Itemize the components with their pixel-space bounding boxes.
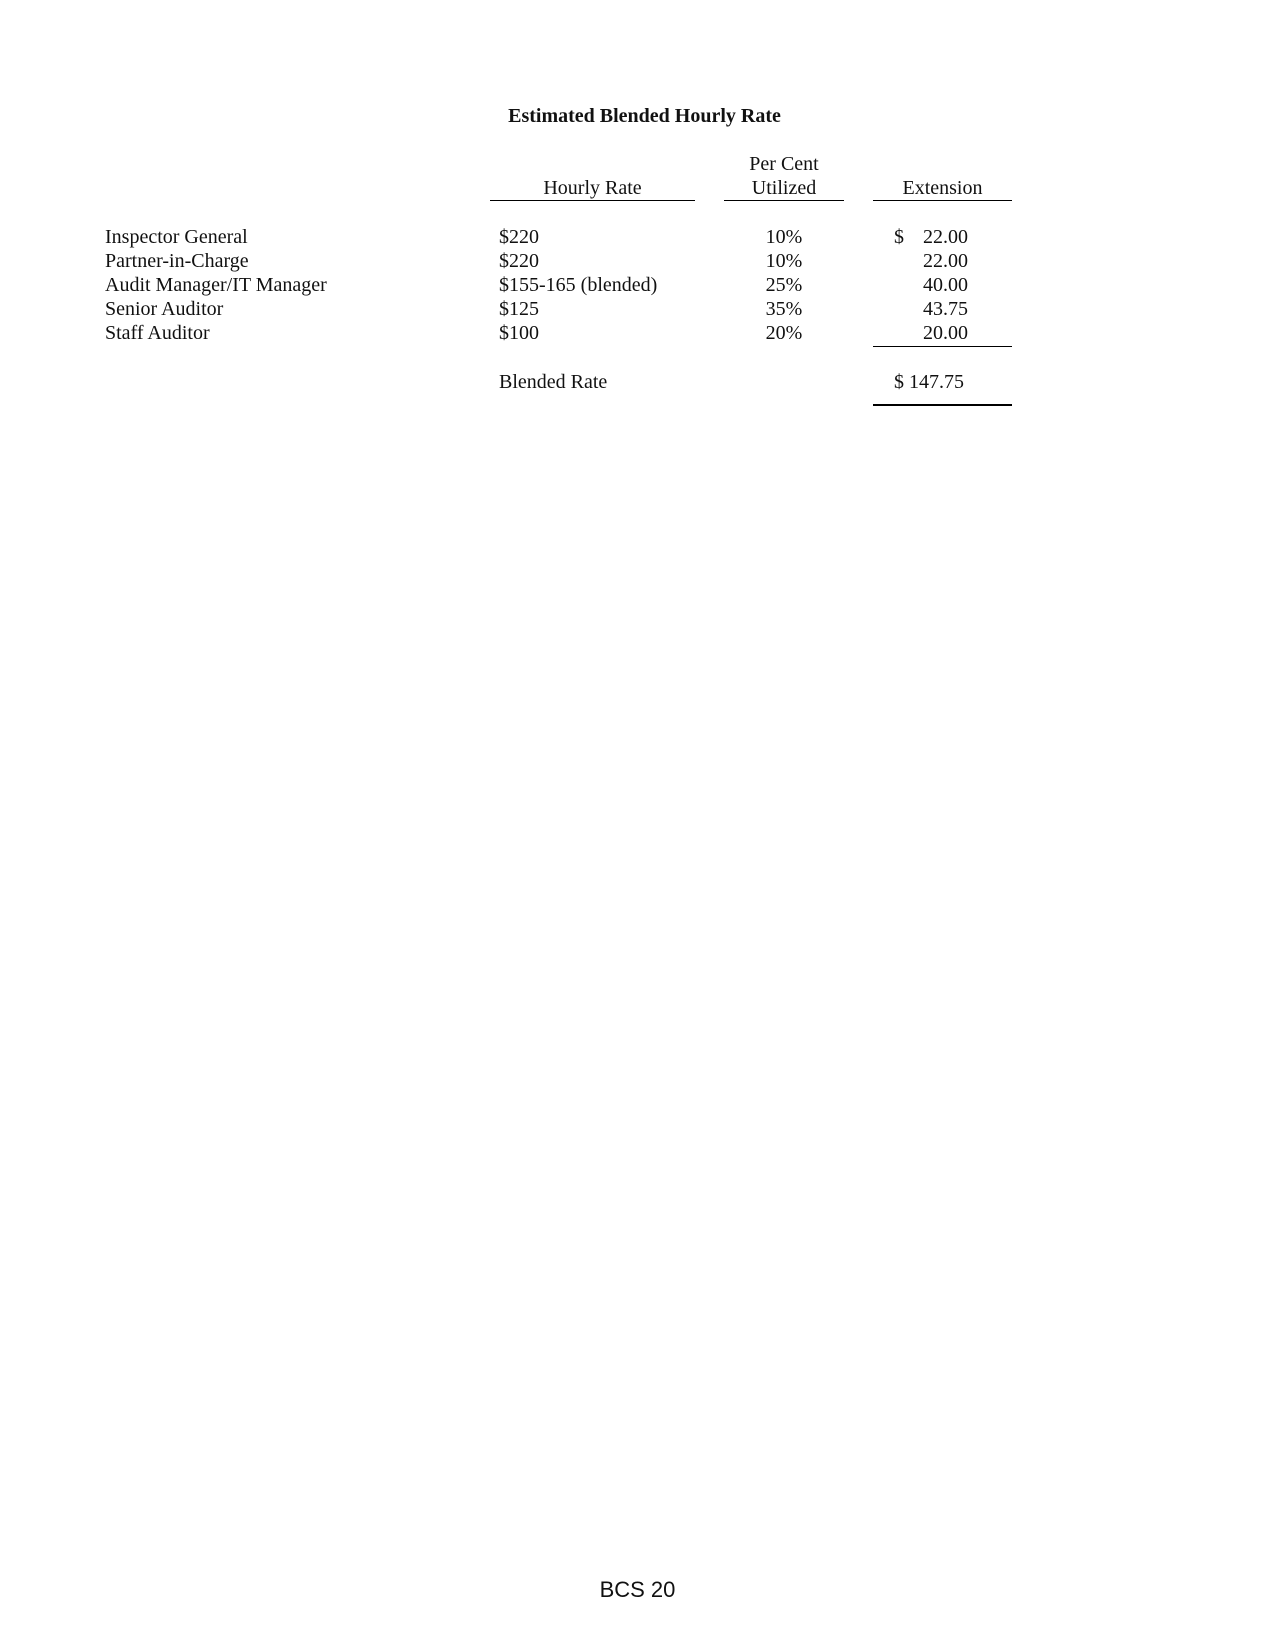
hourly-rate: $100: [499, 322, 539, 344]
table-row: [0, 249, 1275, 273]
position-name: Inspector General: [105, 226, 248, 248]
position-name: Audit Manager/IT Manager: [105, 274, 327, 296]
currency-symbol: $: [894, 226, 904, 248]
position-name: Senior Auditor: [105, 298, 224, 320]
total-value: $ 147.75: [894, 371, 964, 393]
page-footer: BCS 20: [599, 1577, 676, 1602]
percent-utilized: 20%: [765, 322, 803, 344]
table-row: [0, 225, 1275, 249]
hourly-rate: $220: [499, 250, 539, 272]
percent-utilized: 35%: [765, 298, 803, 320]
extension-value: 22.00: [923, 226, 968, 248]
subtotal-rule: [873, 346, 1012, 347]
header-rule-extension: [873, 200, 1012, 201]
header-hourly-rate: Hourly Rate: [543, 177, 642, 199]
table-row: [0, 273, 1275, 297]
extension-value: 40.00: [923, 274, 968, 296]
extension-value: 43.75: [923, 298, 968, 320]
position-name: Staff Auditor: [105, 322, 210, 344]
total-row: [0, 370, 1275, 394]
extension-value: 20.00: [923, 322, 968, 344]
position-name: Partner-in-Charge: [105, 250, 249, 272]
hourly-rate: $125: [499, 298, 539, 320]
document-title: Estimated Blended Hourly Rate: [508, 105, 781, 127]
hourly-rate: $220: [499, 226, 539, 248]
header-extension: Extension: [902, 177, 983, 199]
header-rule-pct: [724, 200, 844, 201]
total-label: Blended Rate: [499, 371, 608, 393]
extension-value: 22.00: [923, 250, 968, 272]
header-utilized: Utilized: [751, 177, 817, 199]
table-row: [0, 321, 1275, 345]
percent-utilized: 25%: [765, 274, 803, 296]
percent-utilized: 10%: [765, 226, 803, 248]
header-rule-rate: [490, 200, 695, 201]
total-rule: [873, 404, 1012, 406]
table-row: [0, 297, 1275, 321]
hourly-rate: $155-165 (blended): [499, 274, 658, 296]
percent-utilized: 10%: [765, 250, 803, 272]
header-per-cent: Per Cent: [749, 153, 819, 175]
